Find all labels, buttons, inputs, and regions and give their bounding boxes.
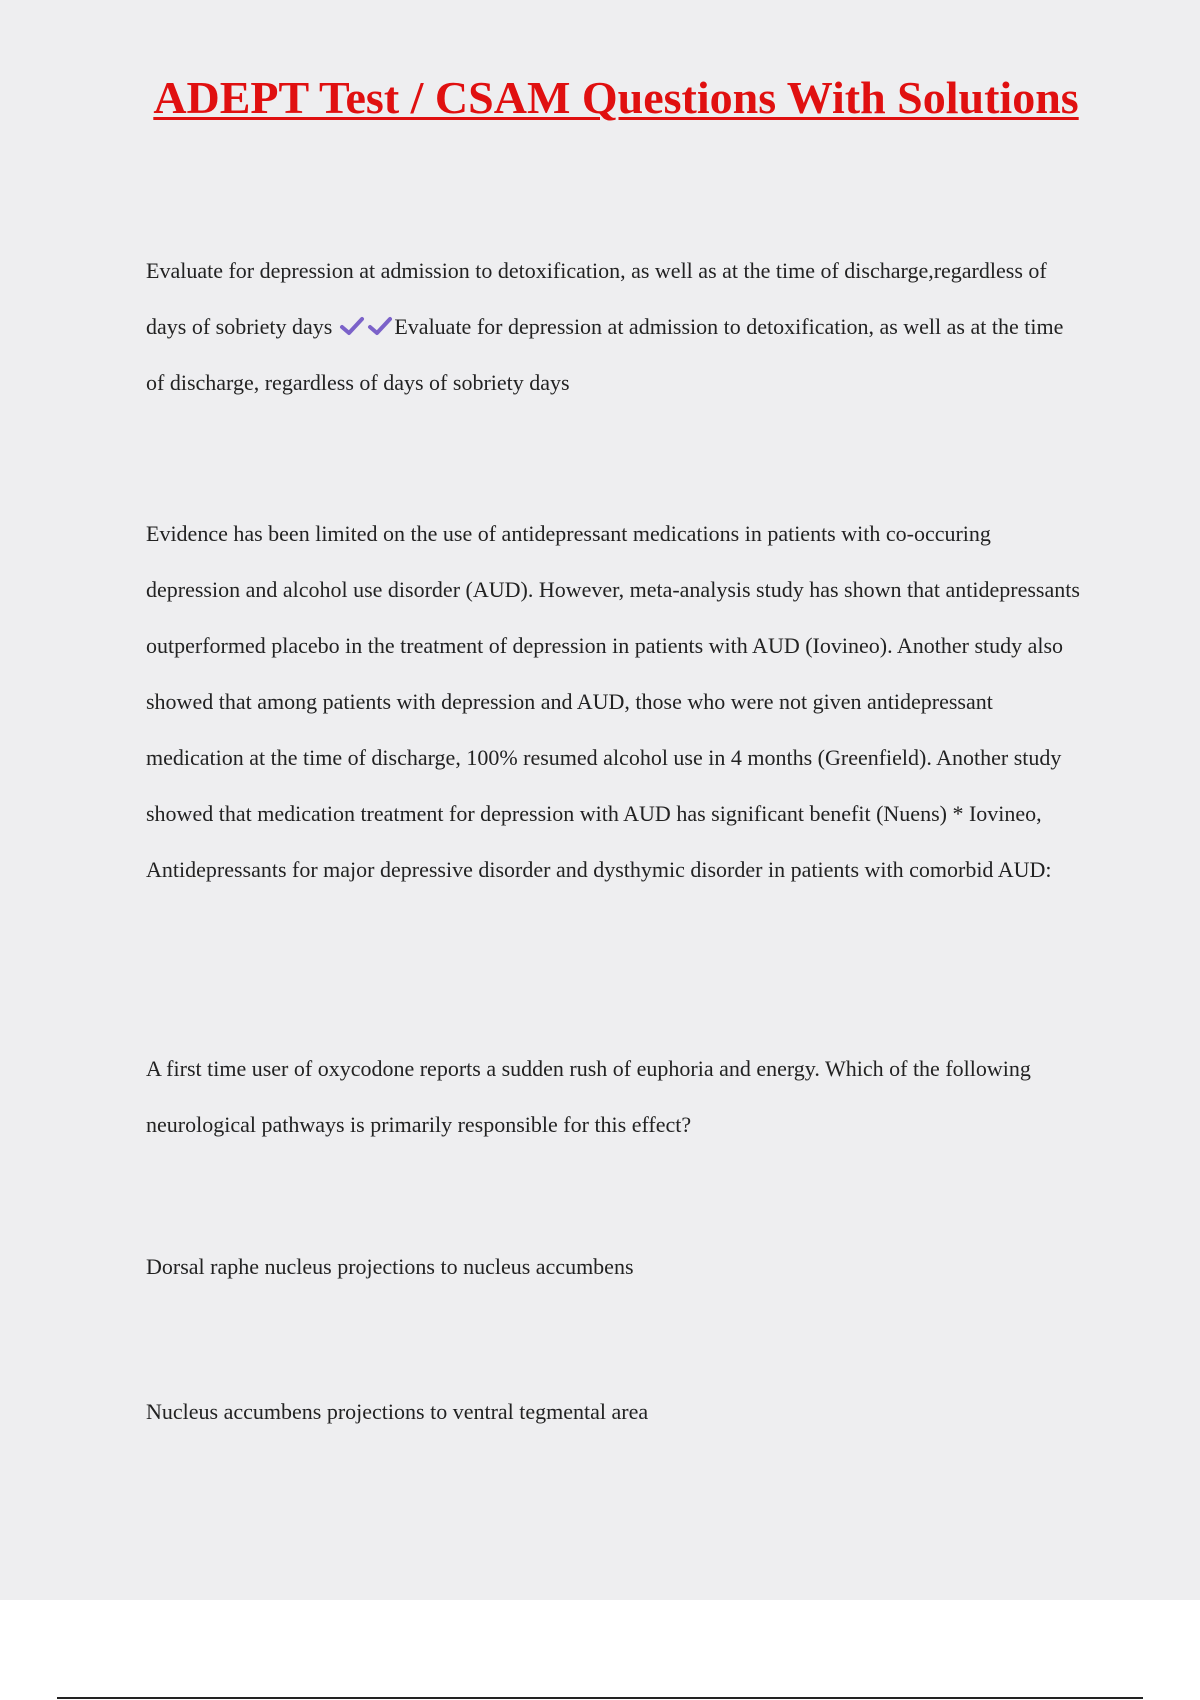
answer-option: Dorsal raphe nucleus projections to nucleus accumbens xyxy=(146,1254,634,1279)
document-title: ADEPT Test / CSAM Questions With Solutions xyxy=(153,72,1079,123)
question-1-paragraph xyxy=(146,243,1086,411)
question-1-answer: Evaluate for depression at admission to detoxification, as well as at the time of discharge, regardless of days of sobriety days xyxy=(146,314,1064,395)
check-icon xyxy=(339,315,365,337)
answer-2-paragraph: Evidence has been limited on the use of antidepressant medications in patients with co-occuring depression and alcohol use disorder (AUD). However, meta-analysis study has shown that antidepressants outperformed placebo in the treatment of depression in patients with AUD (Iovineo). Another study also showed that among patients with depression and AUD, those who were not given antidepressant medication at the time of discharge, 100% resumed alcohol use in 4 months (Greenfield). Another study showed that medication treatment for depression with AUD has significant benefit (Nuens) * Iovineo, Antidepressants for major depressive disorder and dysthymic disorder in patients with comorbid AUD: xyxy=(146,521,1080,882)
check-icon xyxy=(367,315,393,337)
footer-divider xyxy=(57,1697,1143,1699)
question-1-text: Evaluate for depression at admission to detoxification, as well as at the time of discharge,regardless of days of sobriety days xyxy=(146,258,1047,339)
answer-checkmarks xyxy=(338,299,394,355)
question-3-text: A first time user of oxycodone reports a sudden rush of euphoria and energy. Which of the following neurological pathways is primarily responsible for this effect? xyxy=(146,1056,1031,1137)
answer-option: Nucleus accumbens projections to ventral tegmental area xyxy=(146,1399,649,1424)
